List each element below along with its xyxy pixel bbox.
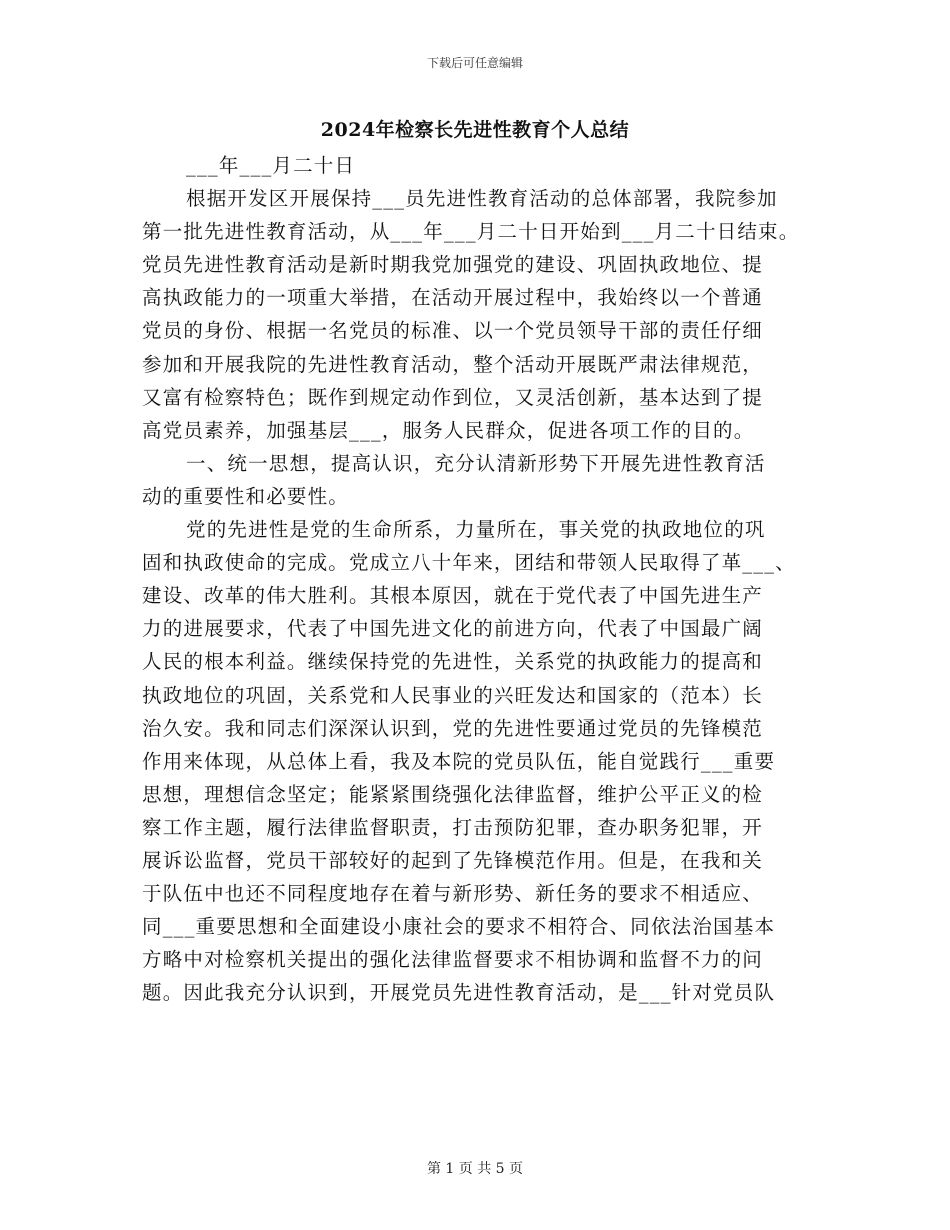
body-text-line: 同___重要思想和全面建设小康社会的要求不相符合、同依法治国基本 <box>142 915 776 939</box>
body-text-line: 人民的根本利益。继续保持党的先进性，关系党的执政能力的提高和 <box>142 650 764 674</box>
document-title: 2024年检察长先进性教育个人总结 <box>320 119 630 141</box>
body-text-line: 动的重要性和必要性。 <box>142 484 350 508</box>
body-text-line: 察工作主题，履行法律监督职责，打击预防犯罪，查办职务犯罪，开 <box>142 815 764 839</box>
body-text-line: 展诉讼监督，党员干部较好的起到了先锋模范作用。但是，在我和关 <box>142 848 764 872</box>
body-text-line: 又富有检察特色；既作到规定动作到位，又灵活创新，基本达到了提 <box>142 385 764 409</box>
body-text-line: 建设、改革的伟大胜利。其根本原因，就在于党代表了中国先进生产 <box>142 584 764 608</box>
body-text-line: 第一批先进性教育活动，从___年___月二十日开始到___月二十日结束。 <box>142 220 800 244</box>
body-text-line: 执政地位的巩固，关系党和人民事业的兴旺发达和国家的（范本）长 <box>142 683 764 707</box>
body-text-line: 党员先进性教育活动是新时期我党加强党的建设、巩固执政地位、提 <box>142 253 764 277</box>
body-text-line: 题。因此我充分认识到，开展党员先进性教育活动，是___针对党员队 <box>142 981 776 1005</box>
body-text-line: 治久安。我和同志们深深认识到，党的先进性要通过党员的先锋模范 <box>142 716 764 740</box>
document-body <box>0 149 950 1009</box>
body-text-line: 方略中对检察机关提出的强化法律监督要求不相协调和监督不力的问 <box>142 948 764 972</box>
body-text-line: 思想，理想信念坚定；能紧紧围绕强化法律监督，维护公平正义的检 <box>142 782 764 806</box>
body-text-line: 党员的身份、根据一名党员的标准、以一个党员领导干部的责任仔细 <box>142 319 764 343</box>
body-text-line: ___年___月二十日 <box>186 154 356 177</box>
body-text-line: 作用来体现，从总体上看，我及本院的党员队伍，能自觉践行___重要 <box>142 749 776 773</box>
page-footer-number: 第 1 页 共 5 页 <box>426 1161 524 1177</box>
body-text-line: 高执政能力的一项重大举措，在活动开展过程中，我始终以一个普通 <box>142 286 764 310</box>
body-text-line: 高党员素养，加强基层___，服务人民群众，促进各项工作的目的。 <box>142 418 755 442</box>
body-text-line: 一、统一思想，提高认识，充分认清新形势下开展先进性教育活 <box>186 451 766 475</box>
body-text-line: 于队伍中也还不同程度地存在着与新形势、新任务的要求不相适应、 <box>142 882 764 906</box>
page-header-note: 下载后可任意编辑 <box>426 56 523 70</box>
body-text-line: 参加和开展我院的先进性教育活动，整个活动开展既严肃法律规范， <box>142 352 764 376</box>
body-text-line: 根据开发区开展保持___员先进性教育活动的总体部署，我院参加 <box>186 187 778 211</box>
body-text-line: 党的先进性是党的生命所系，力量所在，事关党的执政地位的巩 <box>186 518 766 542</box>
body-text-line: 固和执政使命的完成。党成立八十年来，团结和带领人民取得了革___、 <box>142 551 796 575</box>
body-text-line: 力的进展要求，代表了中国先进文化的前进方向，代表了中国最广阔 <box>142 617 764 641</box>
